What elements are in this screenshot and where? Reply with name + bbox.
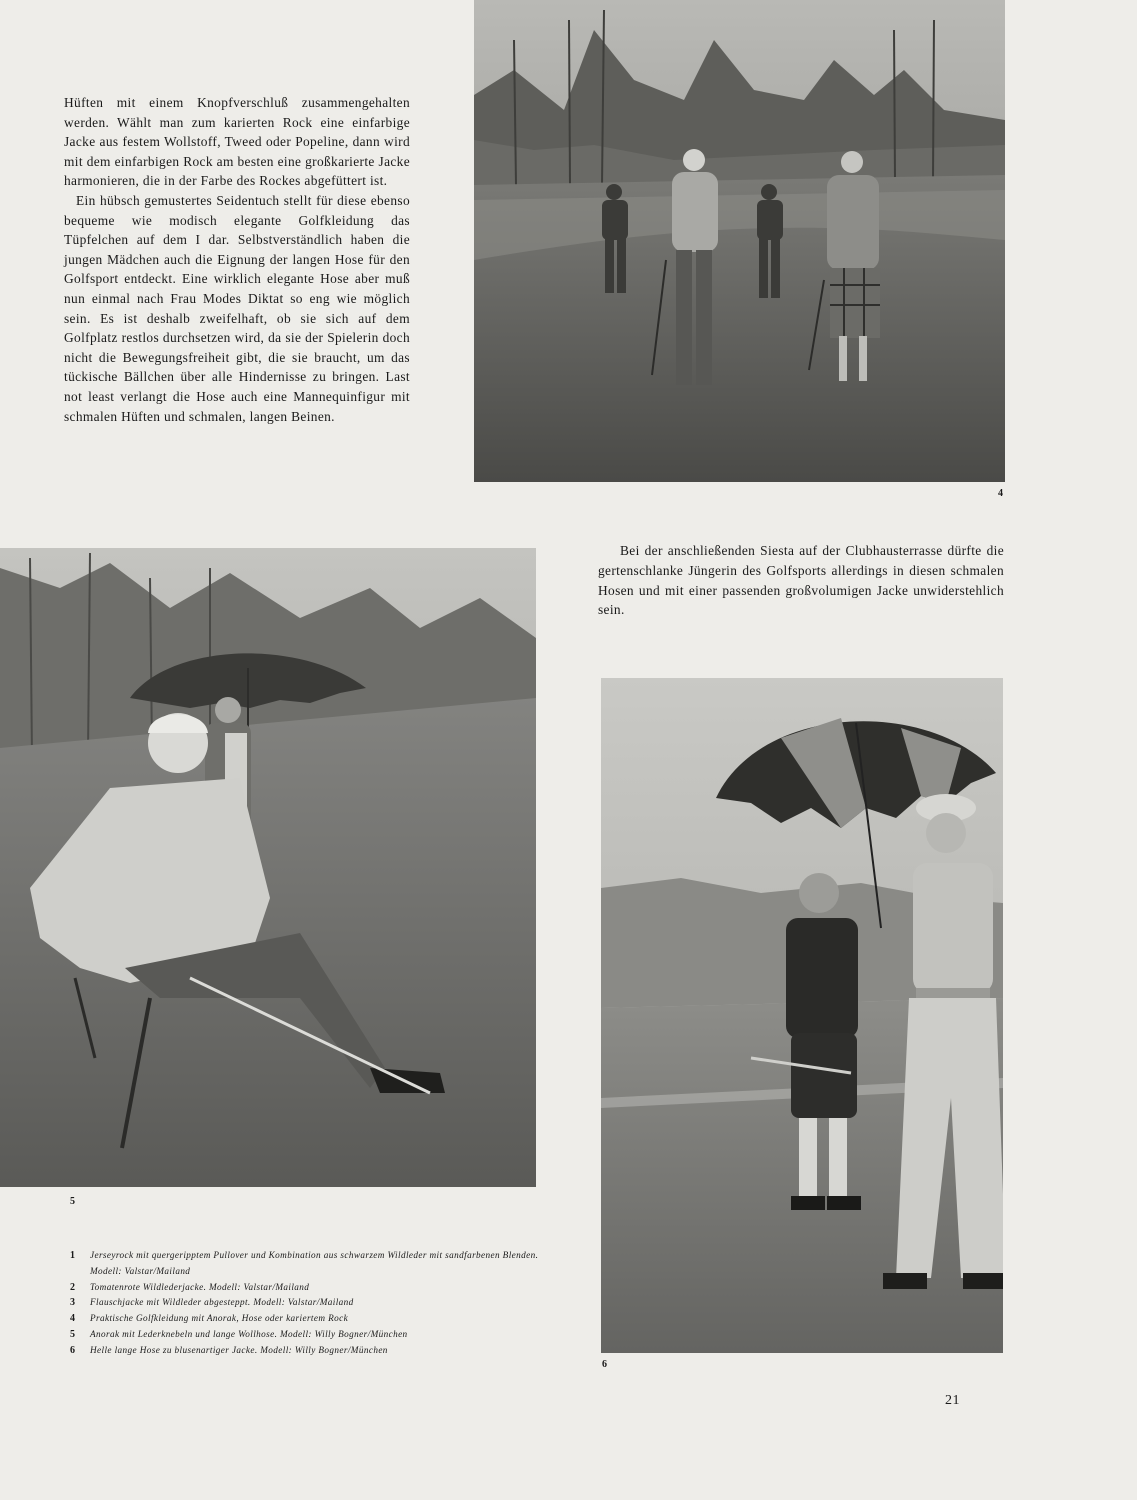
legend-item xyxy=(70,1295,542,1311)
legend-description: Praktische Golfkleidung mit Anorak, Hose oder kariertem Rock xyxy=(90,1313,349,1324)
legend-description: Jerseyrock mit quergeripptem Pullover und Kombination aus schwarzem Wildleder mit sandfarbenen Blenden. Modell: Valstar/Mailand xyxy=(90,1250,539,1276)
legend-description: Helle lange Hose zu blusenartiger Jacke. Modell: Willy Bogner/München xyxy=(90,1344,388,1355)
legend-item xyxy=(70,1327,542,1343)
legend-item xyxy=(70,1248,542,1280)
legend-description: Anorak mit Lederknebeln und lange Wollhose. Modell: Willy Bogner/München xyxy=(90,1328,408,1339)
siesta-paragraph: Bei der anschließenden Siesta auf der Clubhausterrasse dürfte die gertenschlanke Jüngerin des Golfsports allerdings in diesen schmalen Hosen und mit einer passenden großvolumigen Jacke unwiderstehlich sein. xyxy=(598,543,1004,618)
figure-number-6: 6 xyxy=(602,1359,607,1370)
page-number: 21 xyxy=(945,1393,960,1408)
legend-number: 4 xyxy=(70,1313,76,1325)
figure-number-4: 4 xyxy=(998,488,1003,499)
photo-golfers-walking xyxy=(474,0,1005,482)
figure-legend xyxy=(70,1248,542,1359)
legend-number: 2 xyxy=(70,1281,76,1293)
figure-number-5: 5 xyxy=(70,1196,75,1207)
article-body-text xyxy=(64,93,410,426)
article-paragraph-1: Hüften mit einem Knopfverschluß zusammengehalten werden. Wählt man zum karierten Rock eine einfarbige Jacke aus festem Wollstoff, Tweed oder Popeline, dann wird mit dem einfarbigen Rock am besten eine großkarierte Jacke harmonieren, die in der Farbe des Rockes abgefüttert ist. xyxy=(64,95,410,189)
legend-description: Tomatenrote Wildlederjacke. Modell: Valstar/Mailand xyxy=(90,1281,310,1292)
legend-number: 1 xyxy=(70,1250,76,1261)
legend-item xyxy=(70,1343,542,1359)
legend-description: Flauschjacke mit Wildleder abgesteppt. Modell: Valstar/Mailand xyxy=(90,1297,354,1308)
legend-number: 5 xyxy=(70,1328,76,1340)
legend-item xyxy=(70,1280,542,1296)
article-paragraph-2: Ein hübsch gemustertes Seidentuch stellt für diese ebenso bequeme wie modisch elegante Golfkleidung das Tüpfelchen auf dem I dar. Selbstverständlich haben die jungen Mädchen auch die Eignung der langen Hose für den Golfsport entdeckt. Eine wirklich elegante Hose aber muß nun einmal nach Frau Modes Diktat so eng wie möglich sein. Es ist deshalb zweifelhaft, ob sie sich auf dem Golfplatz restlos durchsetzen wird, da sie der Spielerin doch nicht die Bewegungsfreiheit gibt, die sie braucht, um das tückische Bällchen über alle Hindernisse zu bringen. Last not least verlangt die Hose auch eine Mannequinfigur mit schmalen Hüften und schmalen, langen Beinen. xyxy=(64,192,410,424)
photo-woman-seated xyxy=(0,548,536,1187)
legend-item xyxy=(70,1311,542,1327)
legend-number: 3 xyxy=(70,1297,76,1309)
photo-umbrella-pair xyxy=(601,678,1003,1353)
legend-number: 6 xyxy=(70,1344,76,1356)
